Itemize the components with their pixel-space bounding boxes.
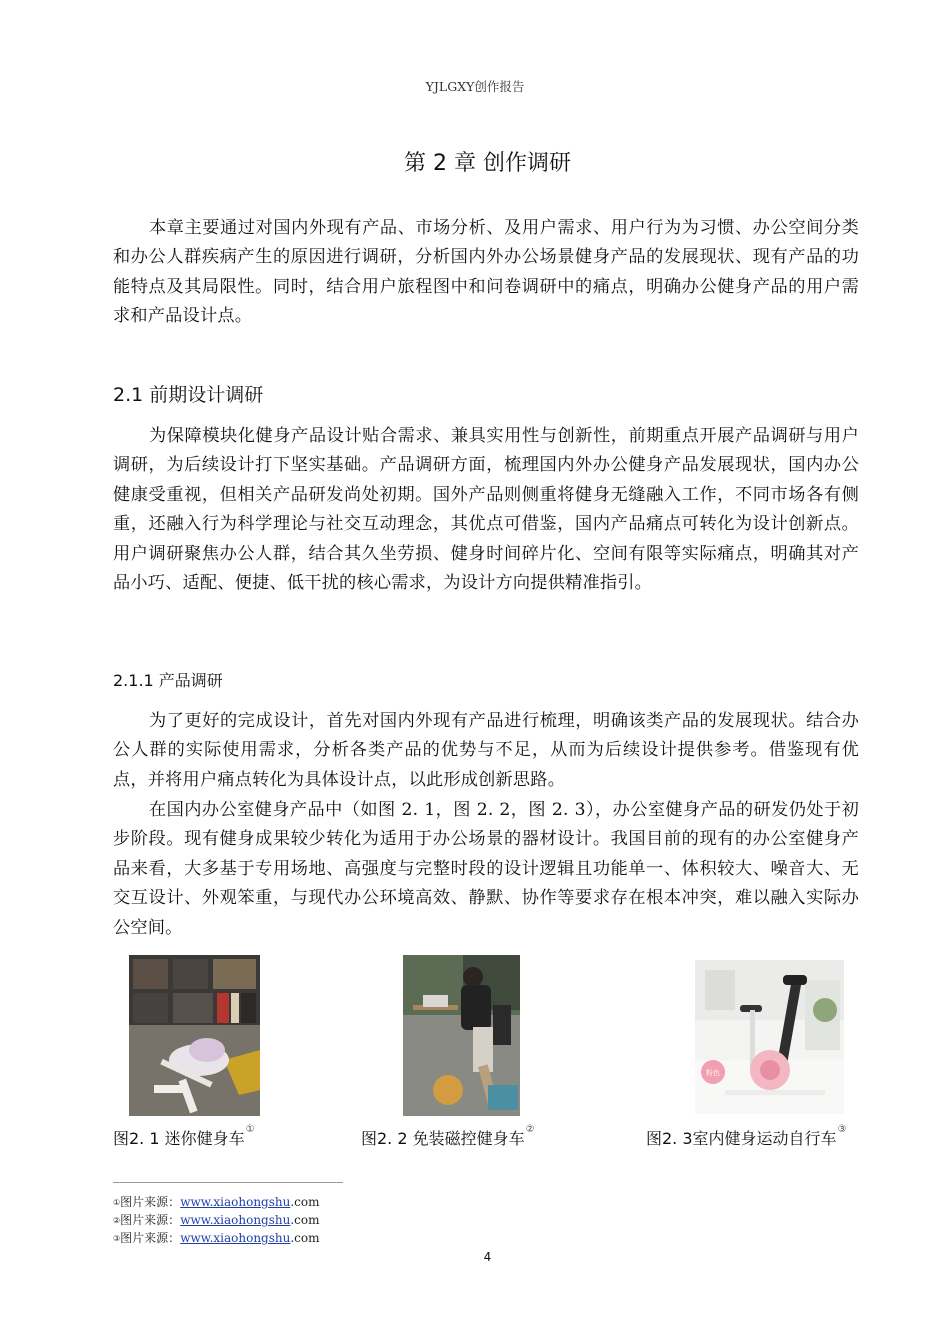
figure-2-1-image (129, 955, 260, 1116)
footnote-3: ③图片来源：www.xiaohongshu.com (113, 1231, 320, 1245)
section-2-1-1-para1: 为了更好的完成设计，首先对国内外现有产品进行梳理，明确该类产品的发展现状。结合办公人群的实际使用需求，分析各类产品的优势与不足，从而为后续设计提供参考。借鉴现有优点，并将用户痛点转化为具体设计点，以此形成创新思路。 (113, 711, 859, 790)
footnote-3-link[interactable]: www.xiaohongshu (180, 1231, 291, 1245)
figure-2-2-image (403, 955, 520, 1116)
figure-2-3-image (695, 960, 844, 1114)
footnote-1: ①图片来源：www.xiaohongshu.com (113, 1195, 320, 1209)
section-heading-2-1-1: 2.1.1 产品调研 (113, 671, 223, 690)
footnote-divider (113, 1182, 343, 1183)
section-2-1-1-para2: 在国内办公室健身产品中（如图 2. 1，图 2. 2，图 2. 3），办公室健身产品的研发仍处于初步阶段。现有健身成果较少转化为适用于办公场景的器材设计。我国目前的现有的办公室健身产品来看，大多基于专用场地、高强度与完整时段的设计逻辑且功能单一、体积较大、噪音大、无交互设计、外观笨重，与现代办公环境高效、静默、协作等要求存在根本冲突，难以融入实际办公空间。 (113, 800, 859, 938)
svg-text:粉色: 粉色 (706, 1069, 720, 1077)
footnote-1-link[interactable]: www.xiaohongshu (180, 1195, 291, 1209)
footnote-2: ②图片来源：www.xiaohongshu.com (113, 1213, 320, 1227)
intro-paragraph: 本章主要通过对国内外现有产品、市场分析、及用户需求、用户行为为习惯、办公空间分类和办公人群疾病产生的原因进行调研，分析国内外办公场景健身产品的发展现状、现有产品的功能特点及其局限性。同时，结合用户旅程图中和问卷调研中的痛点，明确办公健身产品的用户需求和产品设计点。 (113, 218, 859, 327)
footnote-2-link[interactable]: www.xiaohongshu (180, 1213, 291, 1227)
figure-2-2-caption: 图2. 2 免装磁控健身车② (361, 1124, 535, 1148)
figure-2-3-caption: 图2. 3室内健身运动自行车③ (646, 1124, 847, 1148)
page-number: 4 (483, 1250, 492, 1264)
section-heading-2-1: 2.1 前期设计调研 (113, 384, 264, 406)
chapter-title: 第 2 章 创作调研 (404, 151, 571, 176)
running-header: YJLGXY创作报告 (425, 79, 525, 94)
section-2-1-body: 为保障模块化健身产品设计贴合需求、兼具实用性与创新性，前期重点开展产品调研与用户调研，为后续设计打下坚实基础。产品调研方面，梳理国内外办公健身产品发展现状，国内办公健康受重视，但相关产品研发尚处初期。国外产品则侧重将健身无缝融入工作，不同市场各有侧重，还融入行为科学理论与社交互动理念，其优点可借鉴，国内产品痛点可转化为设计创新点。用户调研聚焦办公人群，结合其久坐劳损、健身时间碎片化、空间有限等实际痛点，明确其对产品小巧、适配、便捷、低干扰的核心需求，为设计方向提供精准指引。 (113, 426, 859, 594)
figure-2-1-caption: 图2. 1 迷你健身车① (113, 1124, 255, 1148)
